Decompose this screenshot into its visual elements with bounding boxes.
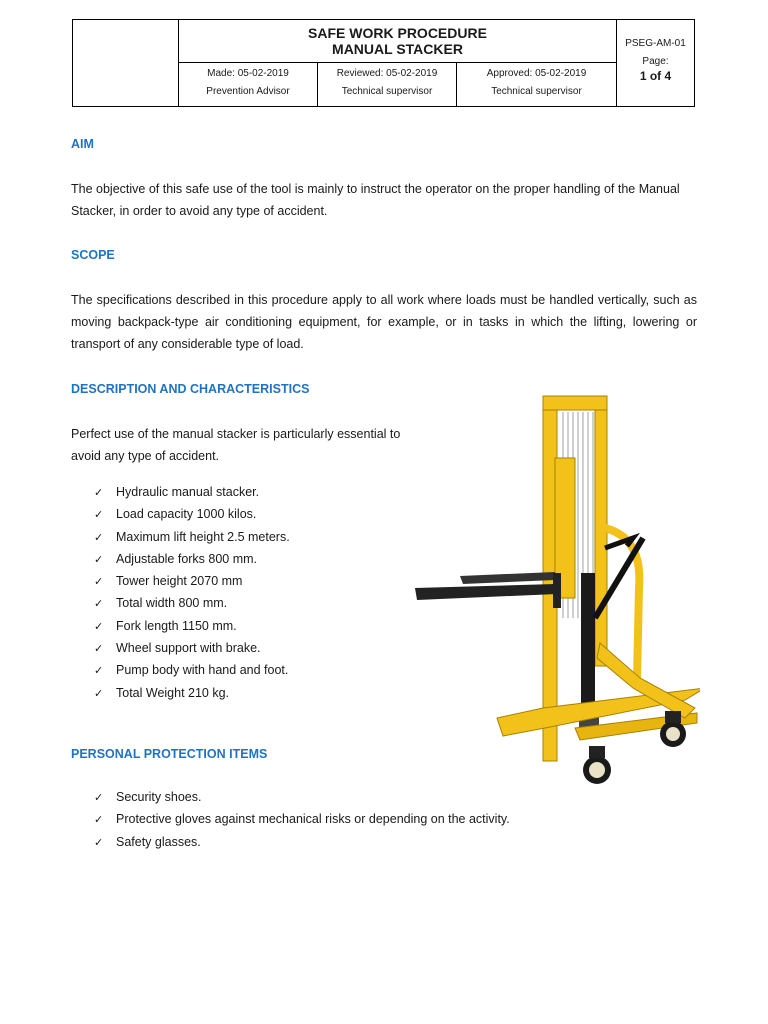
document-title [179,20,616,63]
checkmark-icon: ✓ [94,792,104,804]
description-heading: DESCRIPTION AND CHARACTERISTICS [71,382,310,396]
aim-paragraph [71,178,697,222]
list-item: ✓ Total width 800 mm. [94,592,290,614]
characteristics-list [94,481,290,704]
reviewed-date: Reviewed: 05-02-2019 [336,68,438,79]
scope-paragraph [71,289,697,355]
list-item: ✓ Pump body with hand and foot. [94,659,290,681]
logo-cell [73,20,179,106]
approved-cell [457,63,616,106]
checkmark-icon: ✓ [94,553,104,566]
aim-line-1: The objective of this safe use of the tool is mainly to instruct the operator on the proper handling of the Manual [71,182,680,196]
checkmark-icon: ✓ [94,687,104,700]
list-item: ✓ Total Weight 210 kg. [94,682,290,704]
list-item: ✓ Tower height 2070 mm [94,570,290,592]
list-item: ✓ Protective gloves against mechanical risks or depending on the activity. [94,808,510,830]
list-item: ✓ Hydraulic manual stacker. [94,481,290,503]
aim-line-2: Stacker, in order to avoid any type of accident. [71,204,328,218]
list-item: ✓ Security shoes. [94,786,510,808]
checkmark-icon: ✓ [94,598,104,611]
reviewed-cell [318,63,457,106]
page-number: 1 of 4 [639,69,672,83]
list-item: ✓ Wheel support with brake. [94,637,290,659]
checkmark-icon: ✓ [94,665,104,678]
scope-line-3: transport of any considerable type of load. [71,337,304,351]
checkmark-icon: ✓ [94,576,104,589]
description-line-1: Perfect use of the manual stacker is particularly essential to [71,427,401,441]
checkmark-icon: ✓ [94,620,104,633]
made-by: Prevention Advisor [206,86,290,97]
list-item: ✓ Adjustable forks 800 mm. [94,548,290,570]
made-date: Made: 05-02-2019 [207,68,289,79]
checkmark-icon: ✓ [94,487,104,499]
title-line-2: MANUAL STACKER [332,41,463,57]
list-item: ✓ Fork length 1150 mm. [94,615,290,637]
page-label: Page: [642,56,669,67]
document-code-cell [616,20,694,106]
checkmark-icon: ✓ [94,814,104,827]
manual-stacker-image [405,388,700,800]
list-item: ✓ Maximum lift height 2.5 meters. [94,526,290,548]
ppe-list [94,786,510,853]
scope-heading: SCOPE [71,248,115,262]
reviewed-by: Technical supervisor [341,86,433,97]
checkmark-icon: ✓ [94,531,104,544]
list-item: ✓ Load capacity 1000 kilos. [94,503,290,525]
aim-heading: AIM [71,137,94,151]
description-line-2: avoid any type of accident. [71,449,220,463]
made-cell [179,63,318,106]
description-paragraph [71,423,416,467]
scope-line-2: moving backpack-type air conditioning equipment, for example, or in tasks in which the lifting, lowering or [71,315,697,329]
checkmark-icon: ✓ [94,643,104,656]
approved-by: Technical supervisor [491,86,582,97]
document-header-table [72,19,695,107]
list-item: ✓ Safety glasses. [94,831,510,853]
checkmark-icon: ✓ [94,836,104,849]
ppe-heading: PERSONAL PROTECTION ITEMS [71,747,268,761]
approved-date: Approved: 05-02-2019 [486,68,587,79]
title-line-1: SAFE WORK PROCEDURE [308,25,487,41]
scope-line-1: The specifications described in this procedure apply to all work where loads must be handled vertically, such as [71,293,697,307]
checkmark-icon: ✓ [94,509,104,522]
document-code: PSEG-AM-01 [625,38,686,49]
